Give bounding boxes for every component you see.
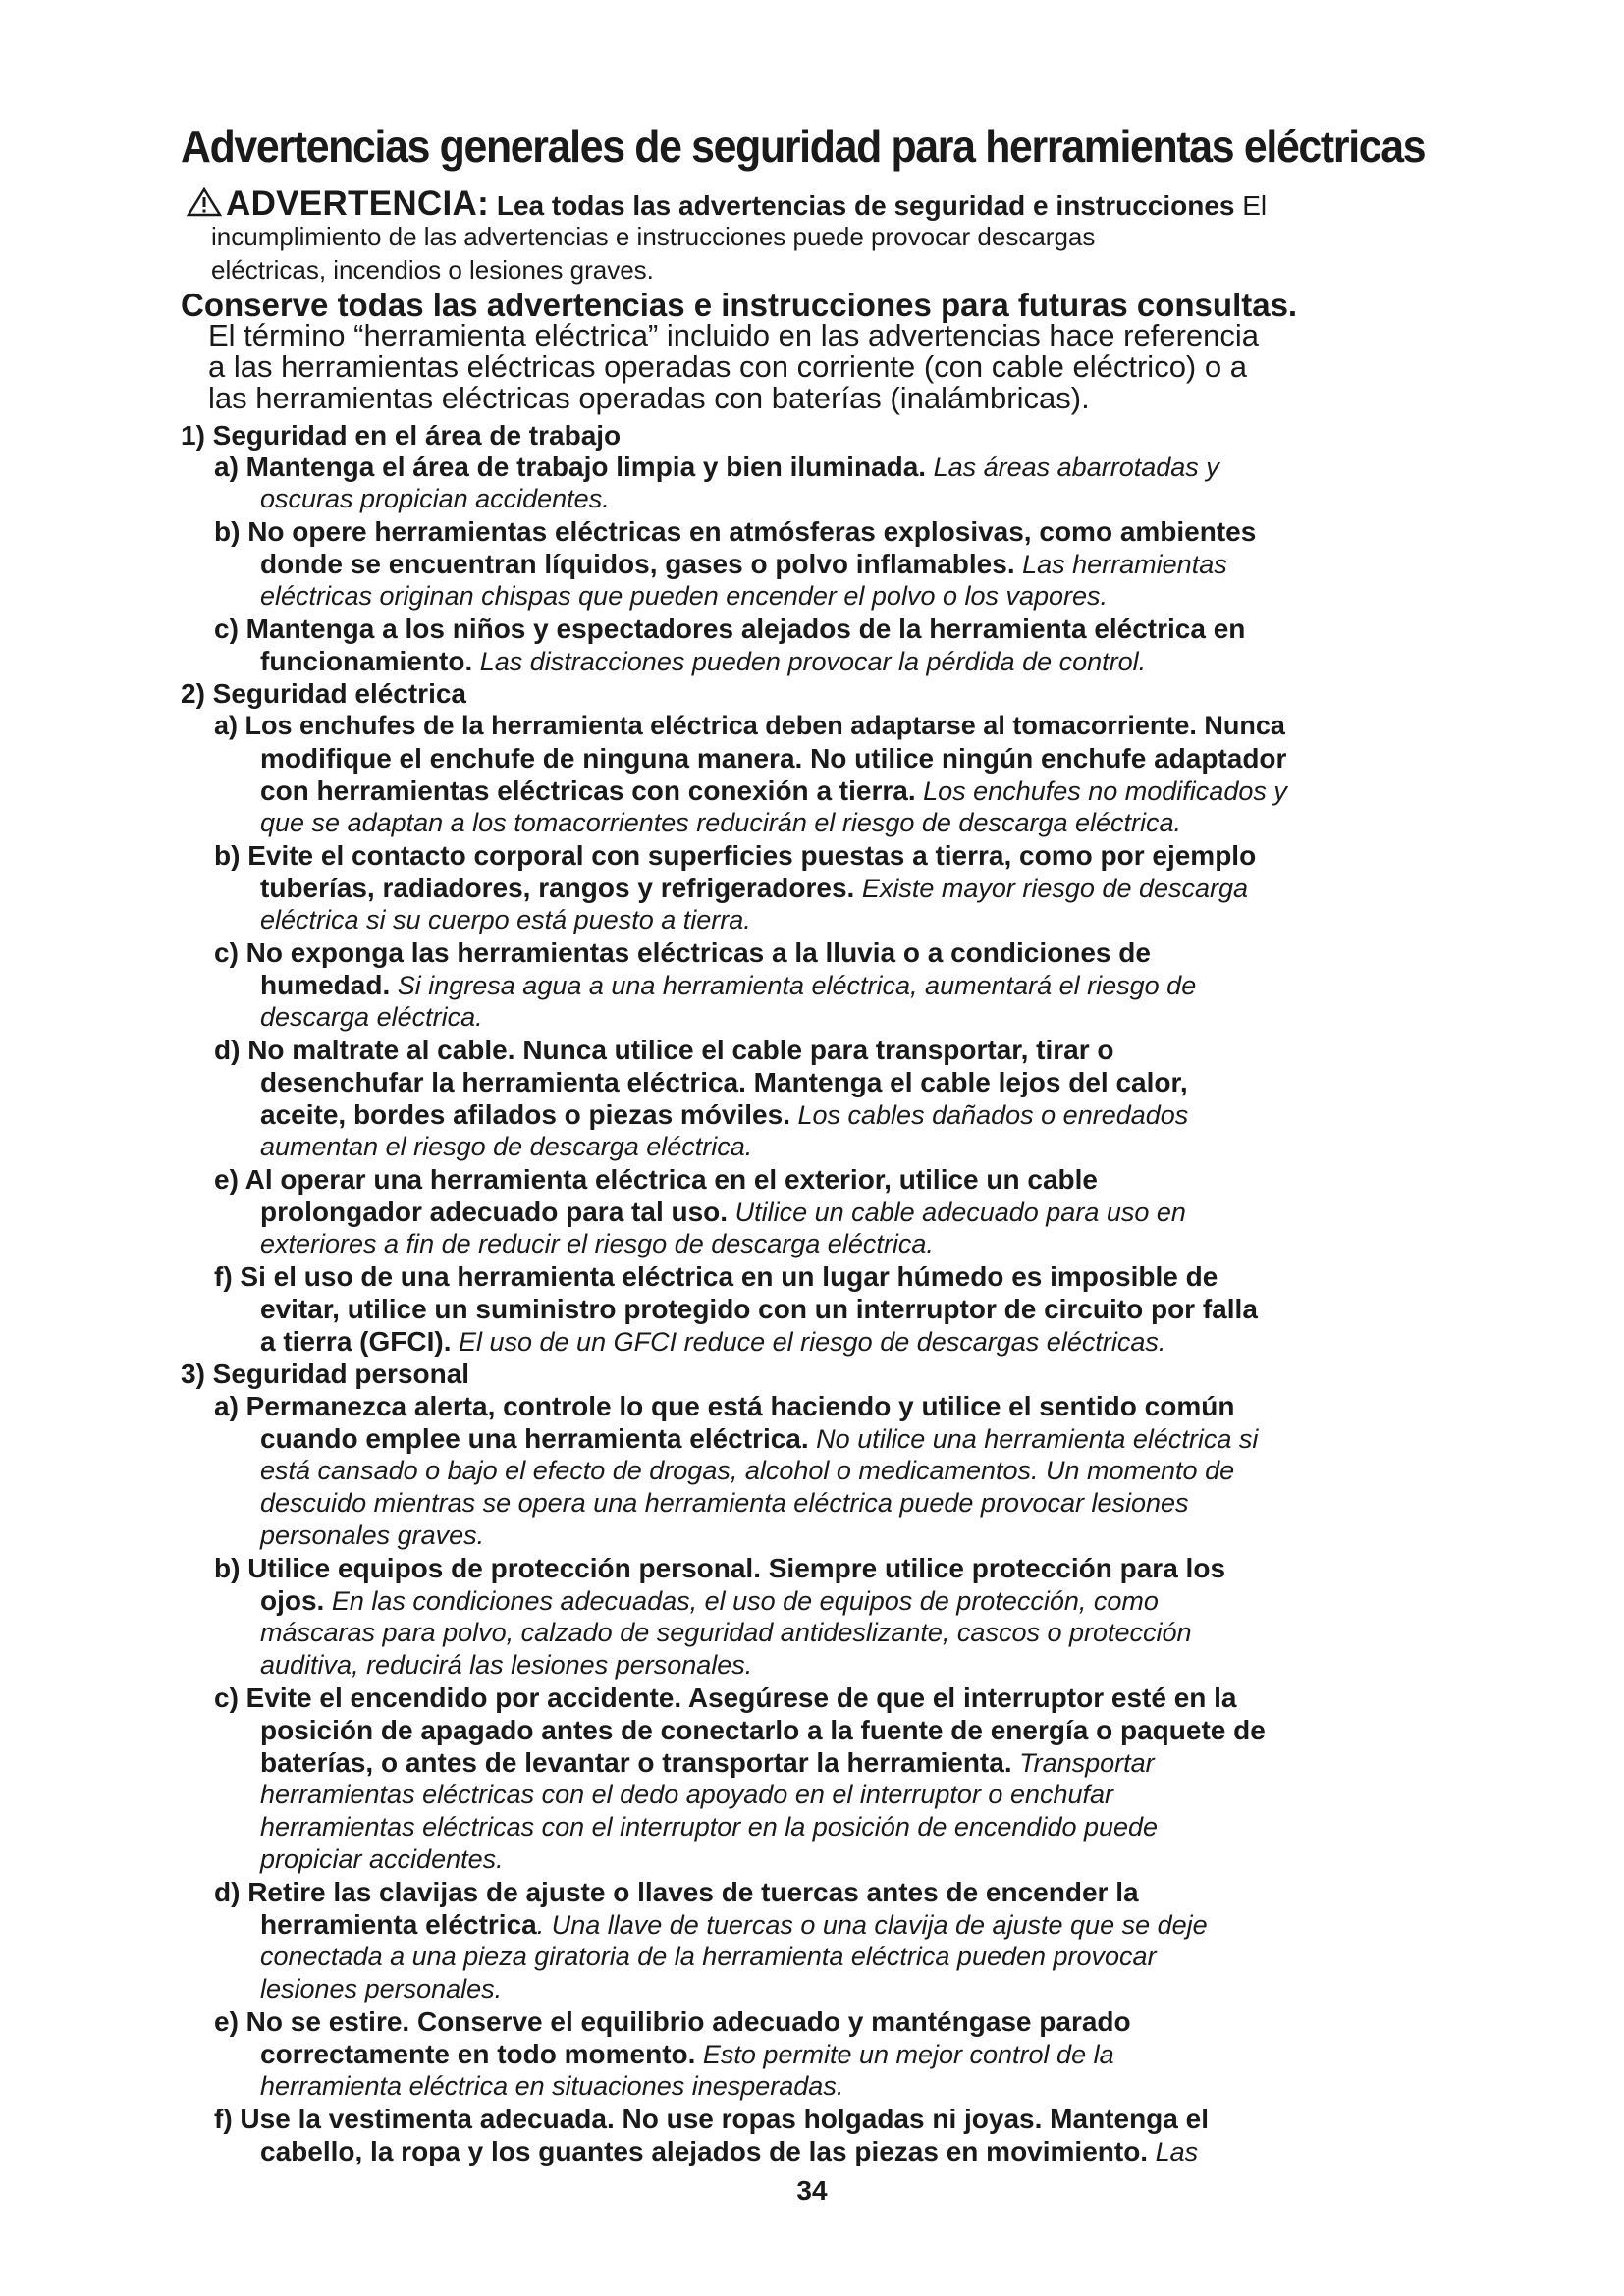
item-2d-cont-2: aceite, bordes afilados o piezas móviles. Los cables dañados o enredados: [260, 1099, 1189, 1130]
item-3a-cont-2: está cansado o bajo el efecto de drogas, alcohol o medicamentos. Un momento de: [260, 1456, 1235, 1485]
item-2c: c) No exponga las herramientas eléctricas a la lluvia o a condiciones de: [214, 937, 1151, 968]
term-line-2: a las herramientas eléctricas operadas con corriente (con cable eléctrico) o a: [208, 349, 1247, 384]
item-2d-cont: desenchufar la herramienta eléctrica. Mantenga el cable lejos del calor,: [260, 1067, 1188, 1097]
item-3a-cont-3: descuido mientras se opera una herramienta eléctrica puede provocar lesiones: [260, 1488, 1189, 1518]
item-1a: a) Mantenga el área de trabajo limpia y bien iluminada. Las áreas abarrotadas y: [214, 452, 1219, 482]
item-2f-cont: evitar, utilice un suministro protegido con un interruptor de circuito por falla: [260, 1294, 1258, 1324]
warning-line-3: eléctricas, incendios o lesiones graves.: [211, 255, 654, 285]
item-2b-cont: tuberías, radiadores, rangos y refrigeradores. Existe mayor riesgo de descarga: [260, 873, 1249, 903]
page-title: Advertencias generales de seguridad para herramientas eléctricas: [181, 121, 1426, 172]
item-2e-cont: prolongador adecuado para tal uso. Utilice un cable adecuado para uso en: [260, 1197, 1186, 1227]
item-2a-cont-3: que se adaptan a los tomacorrientes reducirán el riesgo de descarga eléctrica.: [260, 808, 1182, 837]
term-line-3: las herramientas eléctricas operadas con baterías (inalámbricas).: [208, 381, 1090, 415]
item-3f-cont: cabello, la ropa y los guantes alejados de las piezas en movimiento. Las: [260, 2136, 1199, 2166]
item-3d-cont-2: conectada a una pieza giratoria de la herramienta eléctrica pueden provocar: [260, 1942, 1157, 1971]
item-1a-cont: oscuras propician accidentes.: [260, 484, 610, 513]
warning-line-2: incumplimiento de las advertencias e instrucciones puede provocar descargas: [211, 222, 1096, 251]
item-1b-cont-2: eléctricas originan chispas que pueden encender el polvo o los vapores.: [260, 581, 1109, 611]
item-3b-cont: ojos. En las condiciones adecuadas, el uso de equipos de protección, como: [260, 1585, 1159, 1616]
section-heading-1: 1) Seguridad en el área de trabajo: [181, 420, 622, 451]
item-3c-cont-3: herramientas eléctricas con el dedo apoyado en el interruptor o enchufar: [260, 1780, 1114, 1809]
item-3a-cont: cuando emplee una herramienta eléctrica. No utilice una herramienta eléctrica si: [260, 1423, 1259, 1454]
item-3c-cont-5: propiciar accidentes.: [260, 1844, 504, 1874]
conserve-heading: Conserve todas las advertencias e instrucciones para futuras consultas.: [181, 287, 1298, 323]
item-2c-cont-2: descarga eléctrica.: [260, 1002, 483, 1032]
item-2e-cont-2: exteriores a fin de reducir el riesgo de descarga eléctrica.: [260, 1229, 934, 1258]
item-1c-cont: funcionamiento. Las distracciones pueden provocar la pérdida de control.: [260, 646, 1147, 676]
item-2d-cont-3: aumentan el riesgo de descarga eléctrica.: [260, 1132, 753, 1161]
item-2f: f) Si el uso de una herramienta eléctrica en un lugar húmedo es imposible de: [214, 1261, 1218, 1292]
item-3d-cont: herramienta eléctrica. Una llave de tuercas o una clavija de ajuste que se deje: [260, 1909, 1208, 1940]
item-3a-cont-4: personales graves.: [260, 1521, 485, 1550]
item-3e-cont: correctamente en todo momento. Esto permite un mejor control de la: [260, 2039, 1114, 2069]
item-3e: e) No se estire. Conserve el equilibrio adecuado y manténgase parado: [214, 2006, 1131, 2037]
item-1b-cont: donde se encuentran líquidos, gases o polvo inflamables. Las herramientas: [260, 549, 1227, 579]
item-3b: b) Utilice equipos de protección personal. Siempre utilice protección para los: [214, 1553, 1226, 1583]
warning-line: [187, 187, 1267, 221]
item-3c-cont-4: herramientas eléctricas con el interruptor en la posición de encendido puede: [260, 1812, 1159, 1842]
item-2e: e) Al operar una herramienta eléctrica en el exterior, utilice un cable: [214, 1164, 1098, 1195]
item-3f: f) Use la vestimenta adecuada. No use ropas holgadas ni joyas. Mantenga el: [214, 2104, 1209, 2134]
section-heading-2: 2) Seguridad eléctrica: [181, 678, 467, 709]
warning-text: El: [1234, 190, 1268, 221]
item-2b-cont-2: eléctrica si su cuerpo está puesto a tierra.: [260, 905, 751, 934]
item-3b-cont-2: máscaras para polvo, calzado de seguridad antideslizante, cascos o protección: [260, 1618, 1192, 1647]
item-3e-cont-2: herramienta eléctrica en situaciones inesperadas.: [260, 2071, 844, 2101]
item-2b: b) Evite el contacto corporal con superficies puestas a tierra, como por ejemplo: [214, 840, 1257, 871]
item-3b-cont-3: auditiva, reducirá las lesiones personales.: [260, 1650, 753, 1680]
item-2f-cont-2: a tierra (GFCI). El uso de un GFCI reduce el riesgo de descargas eléctricas.: [260, 1326, 1166, 1357]
item-2c-cont: humedad. Si ingresa agua a una herramienta eléctrica, aumentará el riesgo de: [260, 970, 1197, 1000]
warning-word: ADVERTENCIA:: [226, 185, 490, 223]
item-3c-cont: posición de apagado antes de conectarlo a la fuente de energía o paquete de: [260, 1715, 1266, 1745]
warning-triangle-icon: [187, 187, 222, 221]
warning-bold-text: Lea todas las advertencias de seguridad e instrucciones: [489, 190, 1235, 221]
item-2d: d) No maltrate al cable. Nunca utilice el cable para transportar, tirar o: [214, 1035, 1114, 1065]
term-line-1: El término “herramienta eléctrica” incluido en las advertencias hace referencia: [208, 318, 1260, 352]
item-1c: c) Mantenga a los niños y espectadores alejados de la herramienta eléctrica en: [214, 614, 1246, 644]
item-3d: d) Retire las clavijas de ajuste o llaves de tuercas antes de encender la: [214, 1877, 1139, 1907]
item-3a: a) Permanezca alerta, controle lo que está haciendo y utilice el sentido común: [214, 1391, 1235, 1421]
item-2a: a) Los enchufes de la herramienta eléctrica deben adaptarse al tomacorriente. Nunca: [214, 711, 1285, 740]
item-2a-cont: modifique el enchufe de ninguna manera. No utilice ningún enchufe adaptador: [260, 743, 1287, 774]
item-2a-cont-2: con herramientas eléctricas con conexión a tierra. Los enchufes no modificados y: [260, 775, 1287, 806]
section-heading-3: 3) Seguridad personal: [181, 1359, 470, 1389]
item-3d-cont-3: lesiones personales.: [260, 1974, 503, 2003]
item-3c: c) Evite el encendido por accidente. Asegúrese de que el interruptor esté en la: [214, 1682, 1237, 1713]
item-1b: b) No opere herramientas eléctricas en atmósferas explosivas, como ambientes: [214, 516, 1257, 547]
item-3c-cont-2: baterías, o antes de levantar o transportar la herramienta. Transportar: [260, 1747, 1155, 1778]
page-number: 34: [796, 2175, 828, 2206]
